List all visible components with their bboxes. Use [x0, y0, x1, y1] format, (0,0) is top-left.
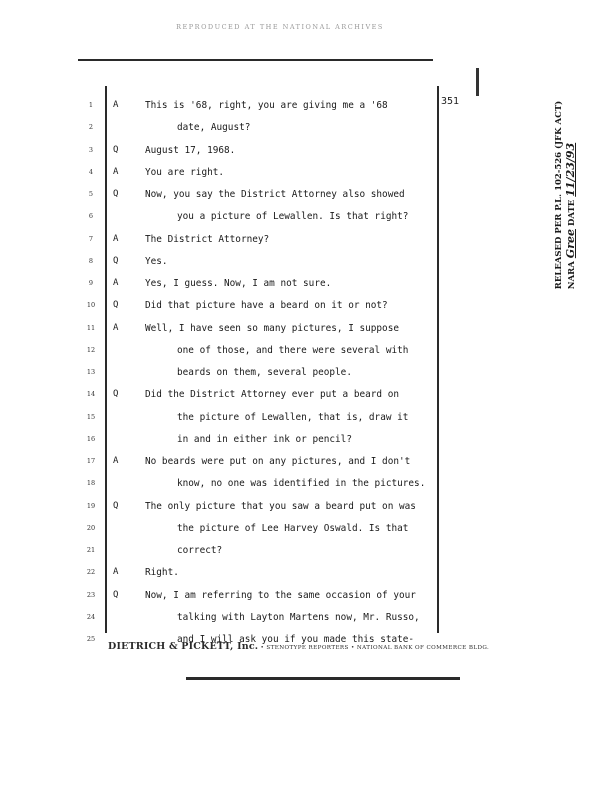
transcript-line: the picture of Lewallen, that is, draw it: [177, 411, 409, 423]
transcript-line: date, August?: [177, 122, 251, 134]
transcript-line: Yes.: [145, 255, 168, 267]
transcript-line: Now, you say the District Attorney also showed: [145, 189, 405, 200]
bottom-rule: [186, 677, 460, 680]
transcript-line: the picture of Lee Harvey Oswald. Is that: [177, 522, 409, 534]
stamp-nara-line: [565, 101, 578, 289]
line-number: 6: [88, 212, 94, 221]
reporter-firm-info: • STENOTYPE REPORTERS • NATIONAL BANK OF COMMERCE BLDG.: [258, 645, 490, 651]
line-number: 25: [86, 635, 96, 643]
transcript-line: and I will ask you if you made this state-: [177, 634, 415, 645]
line-number: 4: [88, 167, 94, 176]
line-number: 16: [86, 434, 96, 443]
line-number: 20: [86, 523, 96, 532]
transcript-line: you a picture of Lewallen. Is that right?: [177, 211, 409, 223]
line-number: 24: [86, 612, 96, 621]
speaker-label: Q: [113, 300, 119, 311]
stamp-release-line: RELEASED PER P.L. 102-526 (JFK ACT): [554, 100, 564, 290]
line-number: 12: [86, 345, 96, 354]
speaker-label: Q: [113, 500, 119, 511]
transcript-line: Yes, I guess. Now, I am not sure.: [145, 278, 332, 289]
line-number: 19: [86, 501, 96, 510]
line-number: 1: [88, 101, 94, 109]
transcript-line: Well, I have seen so many pictures, I suppose: [145, 322, 399, 334]
line-number: 13: [86, 368, 96, 376]
line-number: 2: [88, 123, 94, 132]
transcript-line: No beards were put on any pictures, and I don't: [145, 456, 411, 467]
stamp-initials: Gree: [564, 229, 577, 259]
transcript-line: one of those, and there were several with: [177, 344, 409, 356]
transcript-line: August 17, 1968.: [145, 144, 236, 156]
speaker-label: Q: [113, 389, 119, 400]
line-number: 5: [88, 190, 94, 198]
archives-header-stamp: REPRODUCED AT THE NATIONAL ARCHIVES: [176, 23, 384, 31]
line-number: 11: [86, 323, 96, 332]
page-number: 351: [441, 96, 460, 107]
top-rule: [78, 59, 433, 61]
speaker-label: Q: [113, 144, 119, 155]
stamp-nara-label: NARA: [567, 261, 577, 290]
transcript-line: correct?: [177, 545, 223, 556]
speaker-label: A: [113, 278, 119, 288]
reporter-footer: [108, 641, 489, 652]
line-number: 3: [88, 145, 94, 154]
transcript-line: This is '68, right, you are giving me a '68: [145, 100, 388, 111]
stamp-date: 11/23/93: [564, 142, 577, 197]
edge-mark: [476, 68, 479, 96]
transcript-line: Right.: [145, 567, 179, 579]
transcript-line: Did that picture have a beard on it or not?: [145, 300, 388, 312]
speaker-label: A: [113, 322, 119, 333]
transcript-line: Did the District Attorney ever put a beard on: [145, 389, 399, 401]
line-number: 8: [88, 256, 94, 265]
transcript-line: in and in either ink or pencil?: [177, 433, 352, 445]
transcript-line: The District Attorney?: [145, 233, 270, 245]
speaker-label: A: [113, 166, 119, 177]
speaker-label: A: [113, 567, 119, 578]
line-number: 23: [86, 590, 96, 599]
reporter-firm-name: DIETRICH & PICKETT, Inc.: [108, 641, 259, 652]
line-number: 22: [86, 568, 96, 577]
transcript-line: talking with Layton Martens now, Mr. Russo,: [177, 611, 420, 623]
line-number: 15: [86, 412, 96, 421]
speaker-label: Q: [113, 589, 119, 600]
line-number: 9: [88, 279, 94, 287]
transcript-line: The only picture that you saw a beard put on was: [145, 500, 416, 512]
line-number: 17: [86, 457, 96, 465]
stamp-date-label: DATE: [567, 199, 577, 227]
line-number: 10: [86, 301, 96, 310]
transcript-line: beards on them, several people.: [177, 367, 352, 378]
speaker-label: A: [113, 233, 119, 244]
transcript-line: You are right.: [145, 166, 225, 178]
line-number: 18: [86, 479, 96, 488]
speaker-label: A: [113, 456, 119, 466]
speaker-label: A: [113, 100, 119, 110]
transcript-line: know, no one was identified in the pictures.: [177, 478, 426, 490]
line-number: 14: [86, 390, 96, 399]
line-number: 21: [86, 546, 96, 554]
speaker-label: Q: [113, 189, 119, 199]
speaker-label: Q: [113, 255, 119, 266]
line-number: 7: [88, 234, 94, 243]
transcript-line: Now, I am referring to the same occasion of your: [145, 589, 416, 601]
